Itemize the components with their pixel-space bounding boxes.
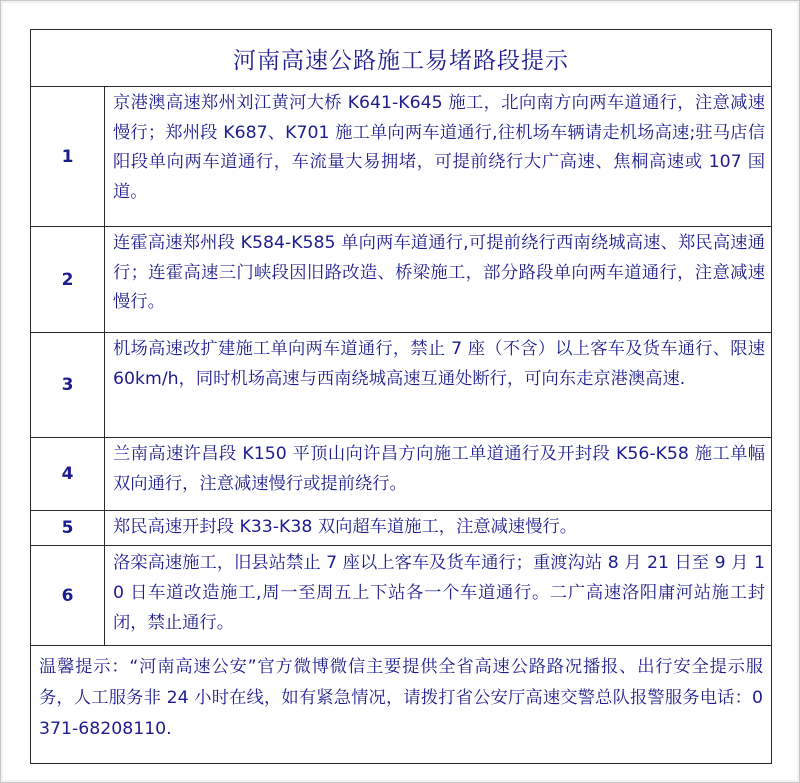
row-number: 1 (61, 146, 74, 167)
table-row (31, 227, 771, 333)
table-row (31, 87, 771, 227)
notice-table (30, 29, 772, 764)
row-number: 5 (61, 518, 74, 538)
row-number: 6 (61, 585, 74, 606)
row-text: 机场高速改扩建施工单向两车道通行，禁止 7 座（不含）以上客车及货车通行、限速 60km/h，同时机场高速与西南绕城高速互通处断行，可向东走京港澳高速. (104, 333, 771, 437)
row-text: 洛栾高速施工，旧县站禁止 7 座以上客车及货车通行；重渡沟站 8 月 21 日至 9 月 10 日车道改造施工,周一至周五上下站各一个车道通行。二广高速洛阳庸河站施工封闭，禁止通行。 (104, 546, 771, 645)
title-row (31, 30, 771, 87)
row-text: 兰南高速许昌段 K150 平顶山向许昌方向施工单道通行及开封段 K56-K58 施工单幅双向通行，注意减速慢行或提前绕行。 (104, 438, 771, 510)
row-text: 连霍高速郑州段 K584-K585 单向两车道通行,可提前绕行西南绕城高速、郑民高速通行；连霍高速三门峡段因旧路改造、桥梁施工，部分路段单向两车道通行，注意减速慢行。 (104, 227, 771, 332)
table-row (31, 546, 771, 646)
row-number: 3 (61, 375, 74, 395)
warm-reminder: 温馨提示：“河南高速公安”官方微博微信主要提供全省高速公路路况播报、出行安全提示服务，人工服务非 24 小时在线，如有紧急情况，请拨打省公安厅高速交警总队报警服务电话：0371-68208110. (39, 657, 763, 739)
row-text: 郑民高速开封段 K33-K38 双向超车道施工，注意减速慢行。 (104, 511, 771, 545)
row-text: 京港澳高速郑州刘江黄河大桥 K641-K645 施工，北向南方向两车道通行，注意减速慢行；郑州段 K687、K701 施工单向两车道通行,往机场车辆请走机场高速;驻马店信阳段单向两车道通行，车流量大易拥堵，可提前绕行大广高速、焦桐高速或 107 国道。 (104, 87, 771, 226)
table-row (31, 511, 771, 546)
notice-title: 河南高速公路施工易堵路段提示 (233, 47, 569, 74)
table-row (31, 333, 771, 438)
table-row (31, 438, 771, 511)
row-number: 2 (61, 269, 74, 290)
row-number: 4 (61, 464, 74, 484)
